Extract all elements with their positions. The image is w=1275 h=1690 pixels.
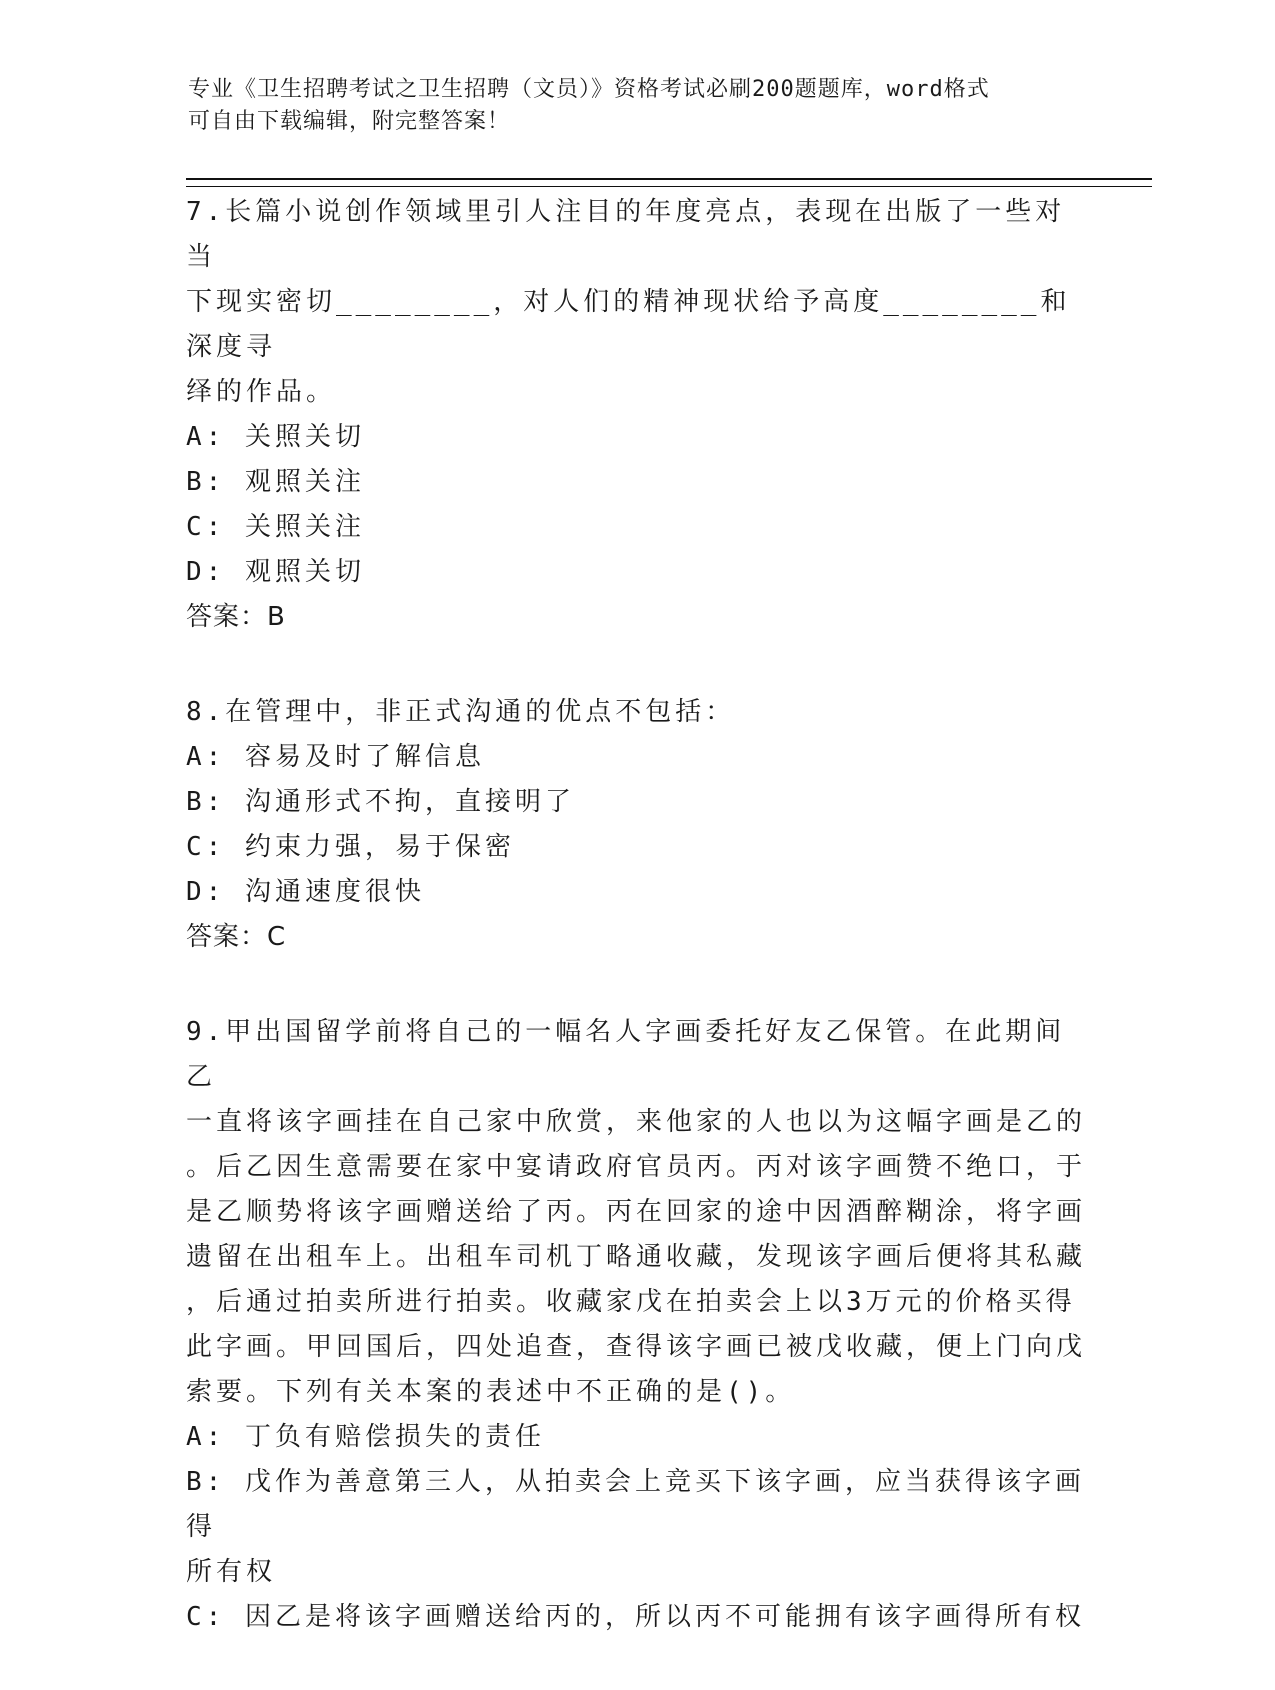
question-9-line-1: 9.甲出国留学前将自己的一幅名人字画委托好友乙保管。在此期间乙 — [186, 1017, 1066, 1092]
question-9-line-6: ，后通过拍卖所进行拍卖。收藏家戊在拍卖会上以3万元的价格买得 — [186, 1287, 1076, 1317]
header-line-1: 专业《卫生招聘考试之卫生招聘（文员）》资格考试必刷200题题库，word格式 — [188, 77, 990, 102]
question-8 — [186, 690, 1086, 960]
header-line-2: 可自由下载编辑，附完整答案！ — [188, 109, 511, 134]
question-9 — [186, 1010, 1086, 1640]
question-9-line-4: 是乙顺势将该字画赠送给了丙。丙在回家的途中因酒醉糊涂，将字画 — [186, 1197, 1087, 1227]
document-header — [188, 74, 1068, 138]
header-divider — [186, 178, 1152, 187]
question-9-line-5: 遗留在出租车上。出租车司机丁略通收藏，发现该字画后便将其私藏 — [186, 1242, 1087, 1272]
question-9-option-b-continued: 所有权 — [186, 1557, 277, 1587]
question-9-line-3: 。后乙因生意需要在家中宴请政府官员丙。丙对该字画赞不绝口，于 — [186, 1152, 1087, 1182]
question-9-option-c: C: 因乙是将该字画赠送给丙的，所以丙不可能拥有该字画得所有权 — [186, 1602, 1085, 1632]
question-list — [186, 190, 1086, 1690]
question-8-option-c: C: 约束力强，易于保密 — [186, 832, 515, 862]
question-8-line-1: 8.在管理中，非正式沟通的优点不包括： — [186, 697, 736, 727]
question-8-option-a: A: 容易及时了解信息 — [186, 742, 485, 772]
question-9-option-a: A: 丁负有赔偿损失的责任 — [186, 1422, 545, 1452]
question-8-option-b: B: 沟通形式不拘，直接明了 — [186, 787, 575, 817]
question-7-option-c: C: 关照关注 — [186, 512, 365, 542]
question-8-option-d: D: 沟通速度很快 — [186, 877, 425, 907]
question-7-option-a: A: 关照关切 — [186, 422, 365, 452]
question-7-option-d: D: 观照关切 — [186, 557, 365, 587]
question-9-line-2: 一直将该字画挂在自己家中欣赏，来他家的人也以为这幅字画是乙的 — [186, 1107, 1087, 1137]
question-8-answer: 答案：C — [186, 922, 287, 952]
question-7-line-3: 绎的作品。 — [186, 377, 337, 407]
question-9-line-7: 此字画。甲回国后，四处追查，查得该字画已被戊收藏，便上门向戊 — [186, 1332, 1087, 1362]
question-7-answer: 答案：B — [186, 602, 286, 632]
question-7 — [186, 190, 1086, 640]
question-7-line-1: 7.长篇小说创作领域里引人注目的年度亮点，表现在出版了一些对当 — [186, 197, 1066, 272]
question-7-option-b: B: 观照关注 — [186, 467, 365, 497]
question-7-line-2: 下现实密切________，对人们的精神现状给予高度________和深度寻 — [186, 287, 1071, 362]
question-9-option-b: B: 戊作为善意第三人，从拍卖会上竞买下该字画，应当获得该字画得 — [186, 1467, 1085, 1542]
question-9-line-8: 索要。下列有关本案的表述中不正确的是()。 — [186, 1377, 796, 1407]
